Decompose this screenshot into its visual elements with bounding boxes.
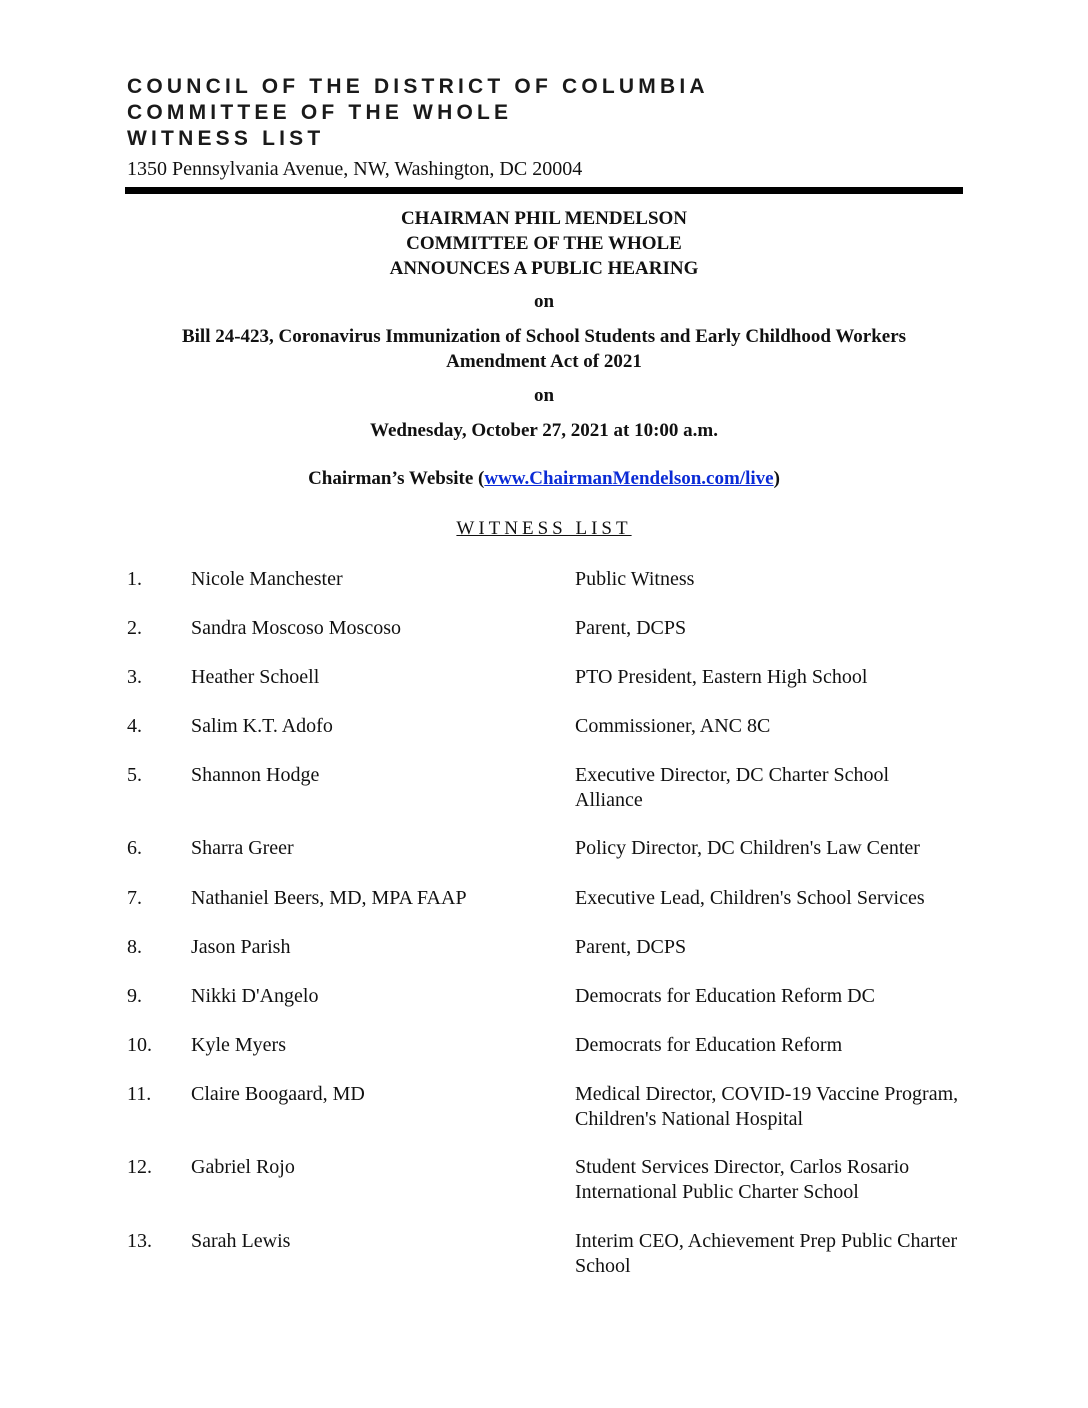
- witness-number: 5.: [127, 764, 142, 786]
- witness-row: [0, 567, 1088, 592]
- witness-row: [0, 714, 1088, 739]
- witness-affiliation: Executive Director, DC Charter School Alliance: [575, 764, 890, 811]
- on-label: on: [533, 291, 555, 312]
- bill-title-line1: Bill 24-423, Coronavirus Immunization of School Students and Early Childhood Workers: [181, 326, 907, 347]
- witness-affiliation: Public Witness: [575, 568, 695, 590]
- witness-affiliation: Democrats for Education Reform: [575, 1034, 843, 1056]
- witness-affiliation: Commissioner, ANC 8C: [575, 715, 771, 737]
- witness-name: Sarah Lewis: [191, 1230, 291, 1252]
- witness-affiliation: Executive Lead, Children's School Services: [575, 887, 925, 909]
- witness-affiliation: Student Services Director, Carlos Rosario International Public Charter School: [575, 1156, 910, 1203]
- document-type: WITNESS LIST: [127, 127, 325, 150]
- witness-affiliation: Policy Director, DC Children's Law Center: [575, 837, 920, 859]
- witness-number: 11.: [127, 1083, 152, 1105]
- witness-affiliation: Democrats for Education Reform DC: [575, 985, 875, 1007]
- witness-number: 6.: [127, 837, 142, 859]
- witness-name: Jason Parish: [191, 936, 291, 958]
- witness-affiliation: PTO President, Eastern High School: [575, 666, 868, 688]
- hearing-line: ANNOUNCES A PUBLIC HEARING: [389, 258, 699, 279]
- witness-name: Salim K.T. Adofo: [191, 715, 333, 737]
- council-name: COUNCIL OF THE DISTRICT OF COLUMBIA: [127, 75, 709, 98]
- committee-line: COMMITTEE OF THE WHOLE: [406, 233, 682, 254]
- council-address: 1350 Pennsylvania Avenue, NW, Washington, DC 20004: [127, 158, 583, 180]
- witness-number: 10.: [127, 1034, 152, 1056]
- bill-title: [125, 324, 963, 374]
- witness-row: [0, 616, 1088, 641]
- hearing-datetime: Wednesday, October 27, 2021 at 10:00 a.m.: [370, 420, 718, 441]
- witness-name: Sharra Greer: [191, 837, 294, 859]
- witness-list-title: WITNESS LIST: [456, 518, 632, 539]
- letterhead: [127, 74, 709, 152]
- witness-row: [0, 763, 1088, 812]
- witness-affiliation: Parent, DCPS: [575, 936, 687, 958]
- header-divider: [125, 187, 963, 194]
- witness-number: 13.: [127, 1230, 152, 1252]
- witness-affiliation: Medical Director, COVID-19 Vaccine Program, Children's National Hospital: [575, 1083, 959, 1130]
- website-suffix: ): [773, 468, 780, 489]
- witness-number: 9.: [127, 985, 142, 1007]
- witness-number: 1.: [127, 568, 142, 590]
- on-label-2: on: [533, 385, 555, 406]
- witness-row: [0, 1155, 1088, 1204]
- witness-row: [0, 1082, 1088, 1131]
- witness-name: Claire Boogaard, MD: [191, 1083, 365, 1105]
- witness-row: [0, 836, 1088, 861]
- witness-row: [0, 886, 1088, 911]
- website-line: [125, 468, 963, 490]
- witness-affiliation: Parent, DCPS: [575, 617, 687, 639]
- witness-name: Kyle Myers: [191, 1034, 286, 1056]
- witness-name: Sandra Moscoso Moscoso: [191, 617, 401, 639]
- witness-name: Nicole Manchester: [191, 568, 343, 590]
- witness-name: Nikki D'Angelo: [191, 985, 319, 1007]
- committee-name: COMMITTEE OF THE WHOLE: [127, 101, 513, 124]
- witness-number: 3.: [127, 666, 142, 688]
- witness-name: Nathaniel Beers, MD, MPA FAAP: [191, 887, 467, 909]
- witness-name: Shannon Hodge: [191, 764, 320, 786]
- chairman-line: CHAIRMAN PHIL MENDELSON: [400, 208, 688, 229]
- website-link[interactable]: www.ChairmanMendelson.com/live: [484, 468, 774, 489]
- witness-row: [0, 935, 1088, 960]
- witness-row: [0, 665, 1088, 690]
- witness-name: Heather Schoell: [191, 666, 320, 688]
- witness-name: Gabriel Rojo: [191, 1156, 295, 1178]
- witness-row: [0, 984, 1088, 1009]
- witness-number: 4.: [127, 715, 142, 737]
- website-prefix: Chairman’s Website (: [308, 468, 485, 489]
- witness-affiliation: Interim CEO, Achievement Prep Public Charter School: [575, 1230, 958, 1277]
- witness-row: [0, 1229, 1088, 1278]
- witness-number: 8.: [127, 936, 142, 958]
- announcement-heading: [125, 206, 963, 281]
- witness-number: 12.: [127, 1156, 152, 1178]
- witness-number: 7.: [127, 887, 142, 909]
- witness-number: 2.: [127, 617, 142, 639]
- witness-row: [0, 1033, 1088, 1058]
- bill-title-line2: Amendment Act of 2021: [446, 351, 642, 372]
